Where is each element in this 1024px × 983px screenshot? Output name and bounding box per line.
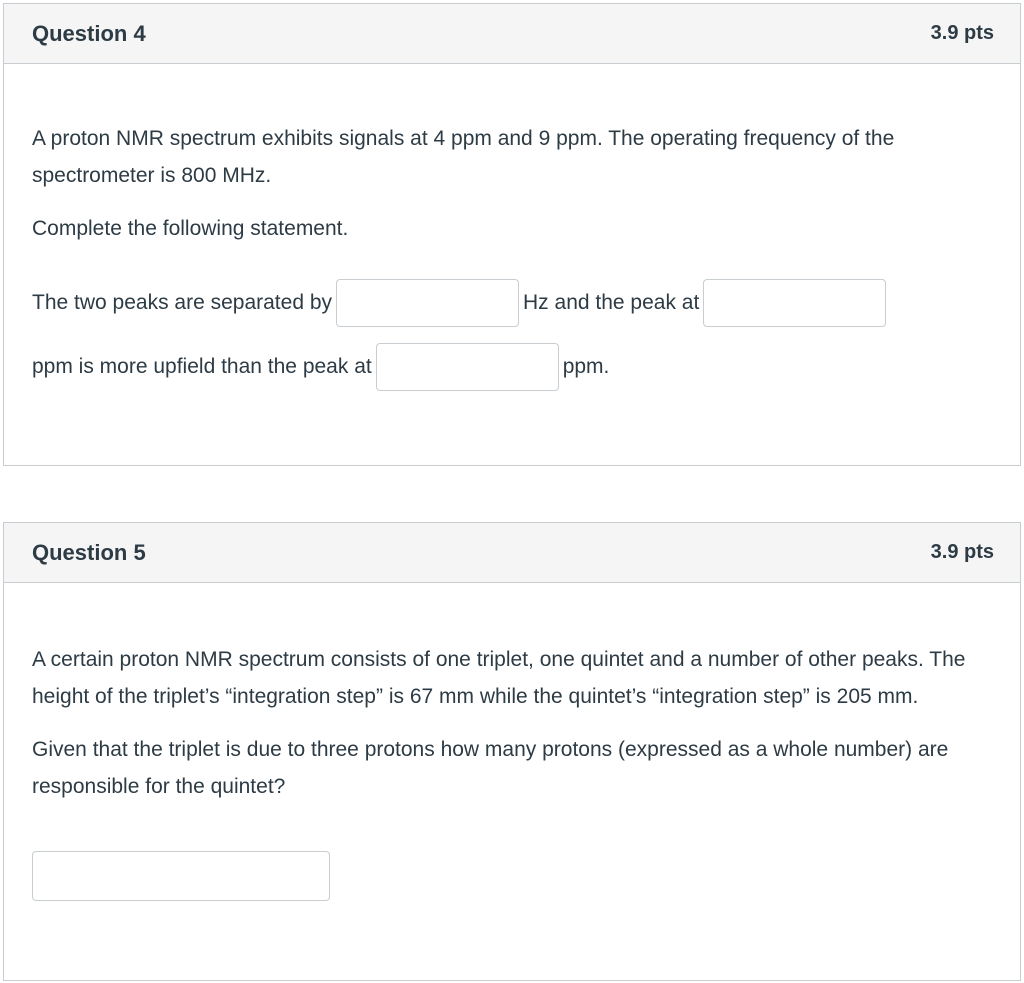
answer-input[interactable] [32,851,330,901]
hz-separation-input[interactable] [336,279,519,327]
question-header [4,523,1020,583]
upfield-ppm-input[interactable] [703,279,886,327]
question-5 [3,522,1021,981]
question-4 [3,3,1021,466]
question-title: Question 4 [32,20,146,46]
question-text: A proton NMR spectrum exhibits signals at 4 ppm and 9 ppm. The operating frequency of the spectrometer is 800 MHz. [32,127,895,187]
question-points: 3.9 pts [930,22,994,44]
question-prompt: Given that the triplet is due to three protons how many protons (expressed as a whole number) are responsible for the quintet? [32,738,949,798]
statement-part-1: The two peaks are separated by [32,291,333,314]
downfield-ppm-input[interactable] [376,343,559,391]
question-header [4,4,1020,64]
instruction-text: Complete the following statement. [32,217,349,240]
statement-part-4: ppm. [562,355,610,378]
question-title: Question 5 [32,539,146,565]
statement-part-2: Hz and the peak at [523,291,700,314]
question-text: A certain proton NMR spectrum consists of one triplet, one quintet and a number of other peaks. The height of the triplet’s “integration step” is 67 mm while the quintet’s “integration step” is 205 mm. [32,648,966,708]
question-points: 3.9 pts [930,541,994,563]
statement-part-3: ppm is more upfield than the peak at [32,355,372,378]
